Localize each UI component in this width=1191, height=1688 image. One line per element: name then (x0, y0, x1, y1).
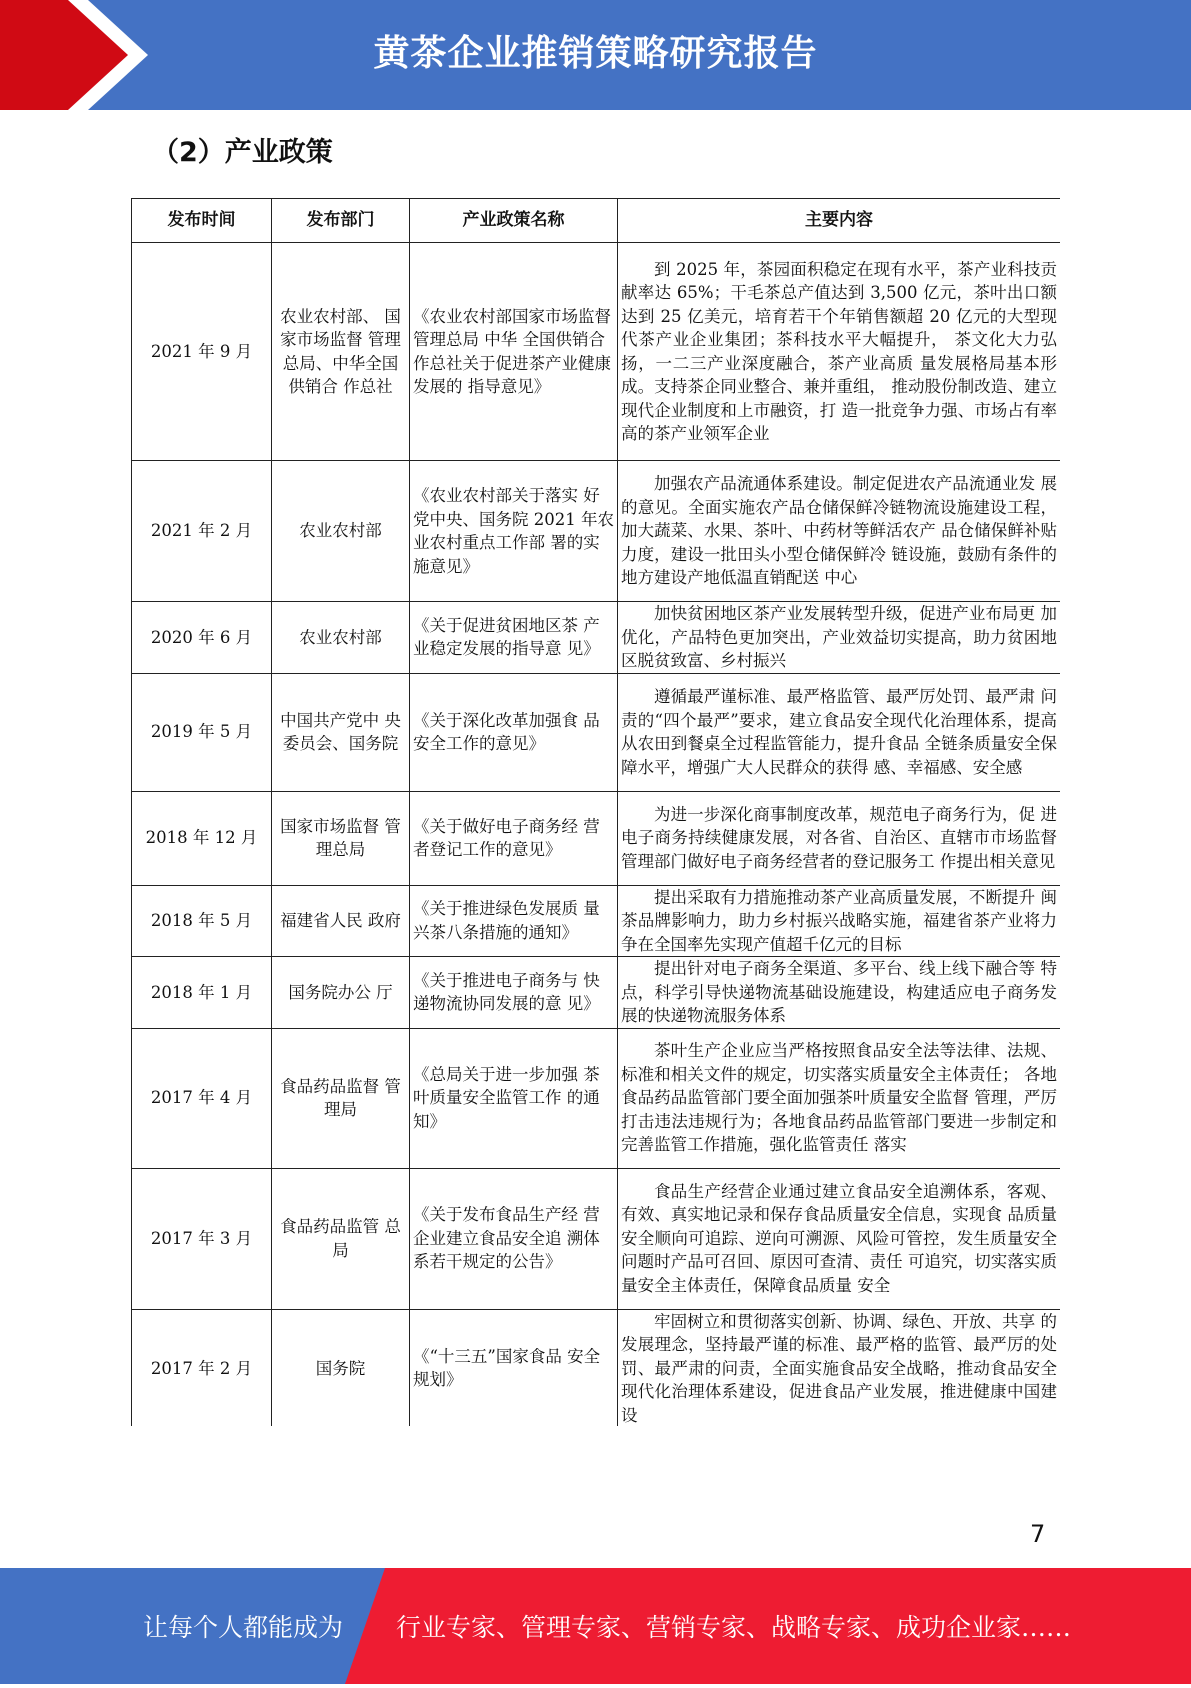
cell-content: 为进一步深化商事制度改革，规范电子商务行为，促 进电子商务持续健康发展，对各省、自治区、直辖市市场监督管理部门做好电子商务经营者的登记服务工 作提出相关意见 (618, 791, 1061, 885)
cell-policy: 《关于推进绿色发展质 量兴茶八条措施的通知》 (410, 885, 618, 957)
page-header (0, 0, 1191, 110)
table-row (132, 1168, 1061, 1309)
cell-content: 牢固树立和贯彻落实创新、协调、绿色、开放、共享 的发展理念，坚持最严谨的标准、最严格的监管、最严厉的处罚、最严肃的问责，全面实施食品安全战略，推动食品安全现代化治理体系建设，促进食品产业发展，推进健康中国建设 (618, 1309, 1061, 1426)
cell-content: 遵循最严谨标准、最严格监管、最严厉处罚、最严肃 问责的“四个最严”要求，建立食品安全现代化治理体系，提高从农田到餐桌全过程监管能力，提升食品 全链条质量安全保障水平，增强广大人民群众的获得 感、幸福感、安全感 (618, 673, 1061, 791)
cell-policy: 《总局关于进一步加强 茶叶质量安全监管工作 的通知》 (410, 1028, 618, 1168)
table-row (132, 1028, 1061, 1168)
cell-policy: 《关于推进电子商务与 快递物流协同发展的意 见》 (410, 957, 618, 1029)
column-header-dept: 发布部门 (272, 199, 410, 243)
footer-slogan-left: 让每个人都能成为 (143, 1613, 344, 1642)
cell-date: 2020 年 6 月 (132, 602, 272, 674)
table-row (132, 791, 1061, 885)
cell-content: 食品生产经营企业通过建立食品安全追溯体系，客观、 有效、真实地记录和保存食品质量安全信息，实现食 品质量安全顺向可追踪、逆向可溯源、风险可管控，发生质量安全问题时产品可召回、原因可查清、责任 可追究，切实落实质量安全主体责任，保障食品质量 安全 (618, 1168, 1061, 1309)
cell-date: 2017 年 4 月 (132, 1028, 272, 1168)
cell-dept: 国务院办公 厅 (272, 957, 410, 1029)
cell-dept: 福建省人民 政府 (272, 885, 410, 957)
cell-date: 2017 年 2 月 (132, 1309, 272, 1426)
cell-content: 提出采取有力措施推动茶产业高质量发展，不断提升 闽茶品牌影响力，助力乡村振兴战略实施，福建省茶产业将力争在全国率先实现产值超千亿元的目标 (618, 885, 1061, 957)
column-header-date: 发布时间 (132, 199, 272, 243)
cell-dept: 农业农村部、 国家市场监督 管理总局、中华全国供销合 作总社 (272, 243, 410, 461)
table-row (132, 957, 1061, 1029)
page-number: 7 (1030, 1520, 1046, 1548)
cell-content: 茶叶生产企业应当严格按照食品安全法等法律、法规、 标准和相关文件的规定，切实落实质量安全主体责任； 各地食品药品监管部门要全面加强茶叶质量安全监督 管理，严厉打击违法违规行为；各地食品药品监管部门要进一步制定和完善监管工作措施，强化监管责任 落实 (618, 1028, 1061, 1168)
table-row (132, 1309, 1061, 1426)
table-row (132, 673, 1061, 791)
cell-dept: 农业农村部 (272, 461, 410, 602)
table-row (132, 461, 1061, 602)
cell-content: 加快贫困地区茶产业发展转型升级，促进产业布局更 加优化，产品特色更加突出，产业效益切实提高，助力贫困地区脱贫致富、乡村振兴 (618, 602, 1061, 674)
cell-content: 到 2025 年，茶园面积稳定在现有水平，茶产业科技贡 献率达 65%；干毛茶总产值达到 3,500 亿元，茶叶出口额达到 25 亿美元，培育若干个年销售额超 20 亿元的大型现代茶产业企业集团；茶科技水平大幅提升， 茶文化大力弘扬，一二三产业深度融合，茶产业高质 量发展格局基本形成。支持茶企同业整合、兼并重组， 推动股份制改造、建立现代企业制度和上市融资，打 造一批竞争力强、市场占有率高的茶产业领军企业 (618, 243, 1061, 461)
footer-slogan-right: 行业专家、管理专家、营销专家、战略专家、成功企业家…… (396, 1613, 1072, 1642)
column-header-content: 主要内容 (618, 199, 1061, 243)
cell-policy: 《“十三五”国家食品 安全规划》 (410, 1309, 618, 1426)
cell-policy: 《农业农村部国家市场监督管理总局 中华 全国供销合作总社关于促进茶产业健康发展的 指导意见》 (410, 243, 618, 461)
cell-policy: 《关于深化改革加强食 品安全工作的意见》 (410, 673, 618, 791)
cell-date: 2019 年 5 月 (132, 673, 272, 791)
cell-dept: 国务院 (272, 1309, 410, 1426)
report-title: 黄茶企业推销策略研究报告 (373, 33, 818, 74)
cell-content: 加强农产品流通体系建设。制定促进农产品流通业发 展的意见。全面实施农产品仓储保鲜冷链物流设施建设工程，加大蔬菜、水果、茶叶、中药材等鲜活农产 品仓储保鲜补贴力度，建设一批田头小型仓储保鲜冷 链设施，鼓励有条件的地方建设产地低温直销配送 中心 (618, 461, 1061, 602)
section-heading: （2）产业政策 (152, 137, 333, 168)
page-footer (0, 1568, 1191, 1684)
cell-dept: 国家市场监督 管理总局 (272, 791, 410, 885)
cell-policy: 《关于做好电子商务经 营者登记工作的意见》 (410, 791, 618, 885)
policy-table-container (131, 198, 1060, 1426)
column-header-policy: 产业政策名称 (410, 199, 618, 243)
policy-table (131, 198, 1060, 1426)
table-row (132, 885, 1061, 957)
cell-date: 2021 年 9 月 (132, 243, 272, 461)
cell-dept: 中国共产党中 央委员会、国务院 (272, 673, 410, 791)
cell-date: 2018 年 12 月 (132, 791, 272, 885)
cell-date: 2018 年 5 月 (132, 885, 272, 957)
cell-date: 2017 年 3 月 (132, 1168, 272, 1309)
cell-policy: 《关于促进贫困地区茶 产业稳定发展的指导意 见》 (410, 602, 618, 674)
cell-policy: 《关于发布食品生产经 营企业建立食品安全追 溯体系若干规定的公告》 (410, 1168, 618, 1309)
cell-date: 2021 年 2 月 (132, 461, 272, 602)
cell-dept: 农业农村部 (272, 602, 410, 674)
cell-content: 提出针对电子商务全渠道、多平台、线上线下融合等 特点，科学引导快递物流基础设施建设，构建适应电子商务发展的快递物流服务体系 (618, 957, 1061, 1029)
cell-dept: 食品药品监管 总局 (272, 1168, 410, 1309)
table-row (132, 243, 1061, 461)
cell-dept: 食品药品监督 管理局 (272, 1028, 410, 1168)
table-row (132, 602, 1061, 674)
cell-date: 2018 年 1 月 (132, 957, 272, 1029)
cell-policy: 《农业农村部关于落实 好党中央、国务院 2021 年农业农村重点工作部 署的实施意见》 (410, 461, 618, 602)
table-header-row (132, 199, 1061, 243)
